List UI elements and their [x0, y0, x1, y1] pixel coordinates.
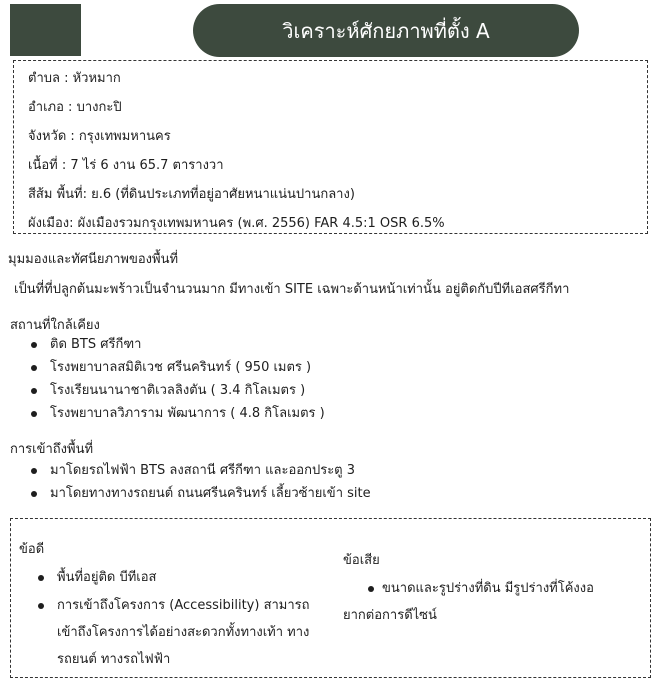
access-list: [22, 461, 371, 507]
list-item: มาโดยทางทางรถยนต์ ถนนศรีนครินทร์ เลี้ยวซ้ายเข้า site: [22, 484, 371, 507]
bullet: [368, 586, 374, 592]
info-subdistrict: ตำบล : หัวหมาก: [28, 71, 121, 86]
pros-item-2-line-2: เข้าถึงโครงการได้อย่างสะดวกทั้งทางเท้า ทาง: [57, 625, 310, 640]
info-city-plan: ผังเมือง: ผังเมืองรวมกรุงเทพมหานคร (พ.ศ. 2556) FAR 4.5:1 OSR 6.5%: [28, 216, 445, 231]
view-text: เป็นที่ที่ปลูกต้นมะพร้าวเป็นจำนวนมาก มีทางเข้า SITE เฉพาะด้านหน้าเท่านั้น อยู่ติดกับปีทีเอสศรีกีทา: [14, 282, 570, 297]
list-item: ติด BTS ศรีกีฑา: [22, 335, 325, 358]
list-item: โรงพยาบาลสมิติเวช ศรีนครินทร์ ( 950 เมตร ): [22, 358, 325, 381]
cons-item-line-1: ขนาดและรูปร่างที่ดิน มีรูปร่างที่โค้งงอ: [382, 581, 594, 596]
bullet: [38, 575, 44, 581]
pros-heading: ข้อดี: [19, 542, 45, 557]
cons-heading: ข้อเสีย: [343, 553, 380, 568]
list-item: โรงพยาบาลวิภาราม พัฒนาการ ( 4.8 กิโลเมตร ): [22, 404, 325, 427]
nearby-heading: สถานที่ใกล้เคียง: [10, 318, 100, 333]
decor-square: [10, 4, 81, 56]
cons-item-line-2: ยากต่อการดีไซน์: [343, 608, 437, 623]
list-item: โรงเรียนนานาชาติเวลลิงตัน ( 3.4 กิโลเมตร ): [22, 381, 325, 404]
info-area: เนื้อที่ : 7 ไร่ 6 งาน 65.7 ตารางวา: [28, 158, 224, 173]
site-info-box: [13, 60, 648, 234]
nearby-list: [22, 335, 325, 427]
pros-item-2-line-1: การเข้าถึงโครงการ (Accessibility) สามารถ: [57, 598, 310, 613]
access-heading: การเข้าถึงพื้นที่: [10, 442, 94, 457]
page-title: วิเคราะห์ศักยภาพที่ตั้ง A: [193, 4, 579, 57]
info-zoning-color: สีส้ม พื้นที่: ย.6 (ที่ดินประเภทที่อยู่อาศัยหนาแน่นปานกลาง): [28, 187, 355, 202]
view-heading: มุมมองและทัศนียภาพของพื้นที่: [8, 252, 179, 267]
pros-item-1: พื้นที่อยู่ติด บีทีเอส: [57, 570, 157, 585]
info-district: อำเภอ : บางกะปิ: [28, 100, 122, 115]
info-province: จังหวัด : กรุงเทพมหานคร: [28, 129, 171, 144]
list-item: มาโดยรถไฟฟ้า BTS ลงสถานี ศรีกีฑา และออกประตู 3: [22, 461, 371, 484]
pros-item-2-line-3: รถยนต์ ทางรถไฟฟ้า: [57, 652, 171, 667]
bullet: [38, 603, 44, 609]
pros-cons-box: [10, 518, 651, 678]
